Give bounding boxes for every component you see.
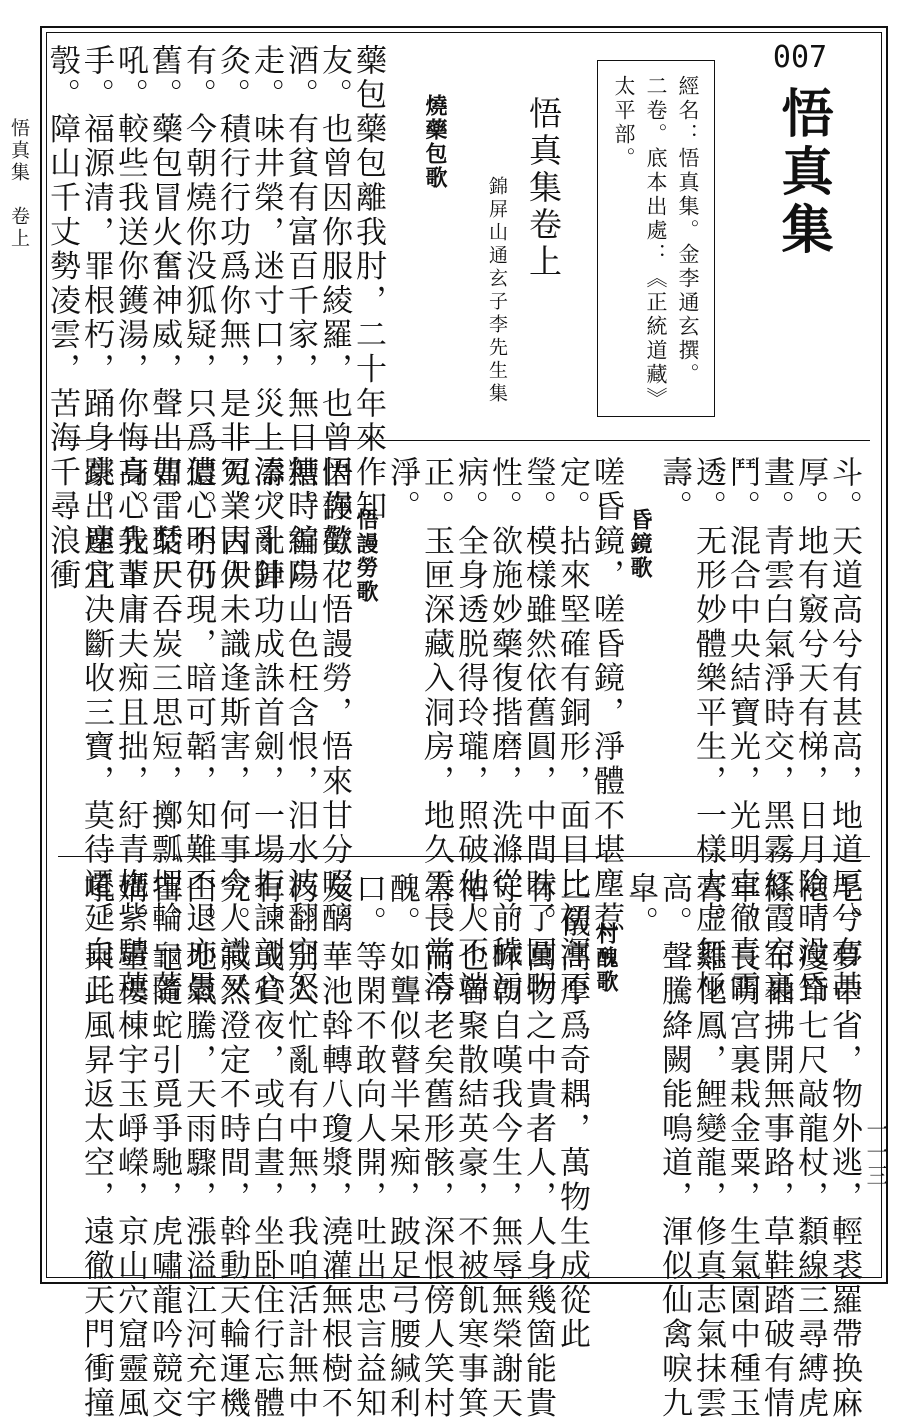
text-column: 壽。 bbox=[656, 456, 692, 525]
scripture-info-box bbox=[597, 60, 715, 417]
text-column: 鬥。混合中央結寶光，光明直徹青霄 bbox=[724, 456, 760, 1005]
text-column: 高。我輩庸夫痴且拙，紆青拖紫騁英 bbox=[112, 456, 148, 1005]
text-column: 淨。 bbox=[384, 456, 420, 525]
author-line: 錦屏山通玄子李先生集 bbox=[486, 176, 508, 406]
text-column: 厚。地有竅兮天有梯，日月陰晴没昏 bbox=[792, 456, 828, 1005]
text-column: 晝。青雲白氣淨時交，黑霧紅霞空裏 bbox=[758, 456, 794, 1005]
text-column: 友。也曾因你服綾羅，也曾因你歡花 bbox=[316, 44, 352, 593]
document-title: 悟真集 bbox=[772, 86, 832, 260]
poem-title: 燒藥包歌 bbox=[422, 94, 448, 190]
text-column: 高。聲騰絳闕能鳴道，渾似仙禽唳九 bbox=[656, 872, 692, 1421]
text-column: 有。萬物之中貴者人，人身幾箇能貴 bbox=[520, 872, 556, 1421]
poem-title: 村醜歌 bbox=[593, 922, 619, 994]
text-column: 醜。如聾似瞽半呆痴，跛足弓腰緘利 bbox=[384, 872, 420, 1421]
text-column: 舊。藥包冒火奮神威，聲出如雷聒天 bbox=[146, 44, 182, 593]
text-column: 藥包藥包離我肘，二十年來作知 bbox=[350, 44, 386, 525]
scripture-info-line: 經名：悟真集。金李通玄撰。 bbox=[676, 75, 700, 387]
text-column: 毛。夢中省，物外逃，輕裘羅帶换麻 bbox=[826, 872, 862, 1421]
text-column: 嗟昏鏡，嗟昏鏡，淨體不堪塵惹 bbox=[588, 456, 624, 937]
text-column: 遭。明可現，暗可韜，知難不退亦愚 bbox=[180, 456, 216, 1005]
text-column: 二儀高厚爲奇耦，萬物生成從此 bbox=[554, 872, 590, 1353]
text-column: 灸。積行行功爲你無，是非冤業因伊 bbox=[214, 44, 250, 593]
text-column: 吼。較些我送你鑊湯，你悔身心先下 bbox=[112, 44, 148, 593]
juan-title: 悟真集卷上 bbox=[524, 96, 563, 281]
text-column: 濤。十陣功成誅首劍，一場拒諫剖心 bbox=[248, 456, 284, 1005]
text-column: 悟謾勞，悟謾勞，悟來甘分啜醨 bbox=[316, 456, 352, 937]
poem-title: 昏鏡歌 bbox=[627, 508, 653, 580]
text-column: 有。今朝燒你没狐疑，只爲儂心不仍 bbox=[180, 44, 216, 593]
text-column: 病。全身透脱得玲瓏，照破他人不端 bbox=[452, 456, 488, 1005]
text-column: 袍。瘦笻七尺敲龍杖，纇線三尋縛虎 bbox=[792, 872, 828, 1421]
text-column: 媾。重樓棟宇玉崢嶸，京山穴窟靈風 bbox=[112, 872, 148, 1421]
text-column: 定。拈來堅確有銅形，面目比初渾不 bbox=[554, 456, 590, 1005]
poem-title: 悟謾勞歌 bbox=[353, 508, 379, 604]
text-column: 瑩。模樣雖然依舊圓，中間昧了圓明 bbox=[520, 456, 556, 1005]
text-column: 宙。龜隨蛇引覓爭馳，虎嘯龍吟競交 bbox=[146, 872, 182, 1421]
text-column: 皐。 bbox=[622, 872, 658, 941]
text-column: 酒。有貧有富百千家，無日無時編户 bbox=[282, 44, 318, 593]
text-column: 手。福源清，罪根朽，踊身跳出塵凡 bbox=[78, 44, 114, 593]
text-column: 箒。而今老矣舊形骸，深恨傍人笑村 bbox=[418, 872, 454, 1421]
text-column: 刀。古人未識逢斯害，何事今人識又 bbox=[214, 456, 250, 1005]
text-column: 性。欲施妙藥復揩磨，洗滌從前穢污 bbox=[486, 456, 522, 1005]
scripture-info-line: 二卷。底本出處：《正統道藏》 bbox=[644, 75, 668, 411]
text-column: 膏。雞化鳳，鯉變龍，修真志氣抹雲 bbox=[690, 872, 726, 1421]
text-column: 走。味井榮，迷寸口，災上添灾亂針 bbox=[248, 44, 284, 593]
text-column: 牢。長明宫裏栽金粟，生氣園中種玉 bbox=[724, 872, 760, 1421]
text-column: 祐。也曾聚散結英豪，不被飢寒事箕 bbox=[452, 872, 488, 1421]
text-column: 絛。布袖拂開無事路，草鞋踏破有情 bbox=[758, 872, 794, 1421]
text-column: 正。玉匣深藏入洞房，地久天長常清 bbox=[418, 456, 454, 1005]
text-column: 曹。焚尸吞炭三思短，擲瓢埋輪一著 bbox=[146, 456, 182, 1005]
text-column: 守。昨朝自嘆我今生，無辱無榮謝天 bbox=[486, 872, 522, 1421]
text-column: 友。華池斡轉八瓊漿，澆灌無根樹不 bbox=[316, 872, 352, 1421]
text-column: 透。无形妙體樂平生，一樣大虚無極 bbox=[690, 456, 726, 1005]
document-number: 007 bbox=[772, 40, 828, 75]
text-column: 臼。地氣騰，天雨驟，漲溢江河充宇 bbox=[180, 872, 216, 1421]
scripture-info-line: 太平部。 bbox=[612, 75, 636, 171]
text-column: 有。或貧夜，或白晝，坐卧住行忘體 bbox=[248, 872, 284, 1421]
text-column: 糟。首陽山色枉含恨，汨水波翻空怒 bbox=[282, 456, 318, 1005]
text-column: 彀。障山千丈勢凌雲，苦海千尋浪衝 bbox=[44, 44, 80, 593]
text-column: 吼。乘此風昇返太空，遠徹天門衝撞 bbox=[78, 872, 114, 1421]
text-column: 斗。天道高兮有甚高，地道厚兮有甚 bbox=[826, 456, 862, 1005]
text-column: 究。寂然澄定不時間，斡動天輪運機 bbox=[214, 872, 250, 1421]
margin-book-title: 悟真集 卷上 bbox=[8, 118, 30, 250]
margin-page-number: 一一三 bbox=[863, 1118, 888, 1187]
text-column: 豪。速宜决斷收三寶，莫待遷延白二 bbox=[78, 456, 114, 1005]
text-column: 口。等閑不敢向人開，吐出忠言益知 bbox=[350, 872, 386, 1421]
text-column: 朽。别人忙亂有中無，我咱活計無中 bbox=[282, 872, 318, 1421]
